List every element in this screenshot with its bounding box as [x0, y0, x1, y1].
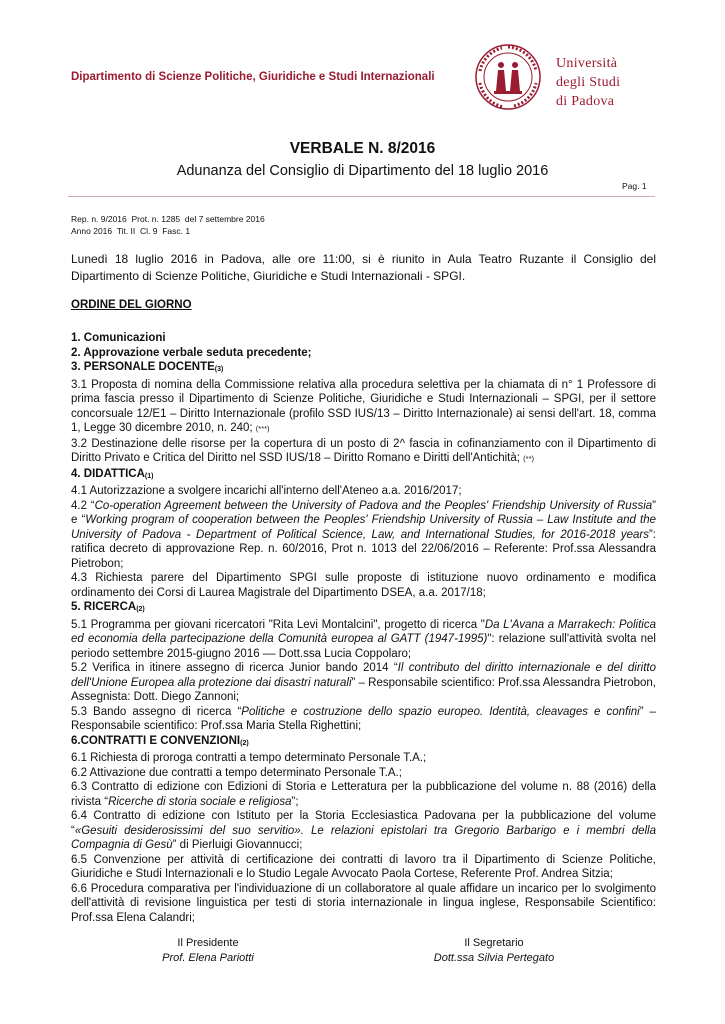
- university-line-3: di Padova: [556, 94, 615, 109]
- agenda-item-6-6: 6.6 Procedura comparativa per l'individuazione di un collaboratore al quale affidare un incarico per lo svolgimento dell'attività di revisione linguistica per testi di storia internazionale in lingua inglese, Responsabile Scientifico: Prof.ssa Elena Calandri;: [71, 882, 656, 924]
- intro-paragraph: Lunedì 18 luglio 2016 in Padova, alle ore 11:00, si è riunito in Aula Teatro Ruzante il Consiglio del Dipartimento di Scienze Politiche, Giuridiche e Studi Internazionali - SPGI.: [71, 252, 656, 283]
- protocol-line-1: Rep. n. 9/2016 Prot. n. 1285 del 7 settembre 2016: [71, 214, 265, 224]
- agenda-item-4-2: 4.2 “Co-operation Agreement between the University of Padova and the Peoples' Friendship University of Russia” e “Working program of cooperation between the Peoples' Friendship University of Russia – Law Institute and the University of Padova - Department of Political Science, Law, and International Studies, for 2016-2018 years”: ratifica decreto di approvazione Rep. n. 60/2016, Prot n. 1013 del 22/06/2016 – Referente: Prof.ssa Alessandra Pietrobon;: [71, 499, 656, 570]
- agenda-item-6-3: 6.3 Contratto di edizione con Edizioni di Storia e Letteratura per la pubblicazione del volume n. 88 (2016) della rivista “Ricerche di storia sociale e religiosa”;: [71, 781, 656, 808]
- document-subtitle: Adunanza del Consiglio di Dipartimento del 18 luglio 2016: [176, 163, 549, 179]
- secretary-role: Il Segretario: [464, 937, 524, 949]
- president-name: Prof. Elena Pariotti: [162, 952, 254, 964]
- header-divider: [68, 196, 655, 197]
- department-name: Dipartimento di Scienze Politiche, Giuridiche e Studi Internazionali: [71, 71, 435, 83]
- agenda-list: [71, 331, 656, 925]
- university-seal-icon: [474, 43, 542, 111]
- university-line-2: degli Studi: [556, 75, 621, 90]
- document-title: VERBALE N. 8/2016: [289, 140, 436, 157]
- university-logo-text: [556, 54, 620, 111]
- secretary-name: Dott.ssa Silvia Pertegato: [433, 952, 555, 964]
- agenda-heading-2: 2. Approvazione verbale seduta precedente;: [71, 346, 312, 359]
- protocol-block: [71, 213, 265, 237]
- protocol-line-2: Anno 2016 Tit. II Cl. 9 Fasc. 1: [71, 226, 191, 236]
- agenda-title: ORDINE DEL GIORNO: [71, 299, 192, 311]
- agenda-item-5-1: 5.1 Programma per giovani ricercatori "Rita Levi Montalcini", progetto di ricerca "Da L'Avana a Marrakech: Politica ed economia della partecipazione della Comunità europea al GATT (1947-1995)": relazione sull'attività svolta nel periodo settembre 2015-giugno 2016 –– Dott.ssa Lucia Coppolaro;: [71, 618, 656, 660]
- president-role: Il Presidente: [177, 937, 239, 949]
- page-number: Pag. 1: [622, 181, 647, 191]
- university-line-1: Università: [556, 56, 618, 71]
- agenda-item-6-2: 6.2 Attivazione due contratti a tempo determinato Personale T.A.;: [71, 766, 402, 779]
- agenda-item-3-1: 3.1 Proposta di nomina della Commissione relativa alla procedura selettiva per la chiamata di n° 1 Professore di prima fascia presso il Dipartimento di Scienze Politiche, Giuridiche e Studi Internazionali – SPGI, per il settore concorsuale 12/E1 – Diritto Internazionale (profilo SSD IUS/13 – Diritto Internazionale) ai sensi dell'art. 18, comma 1, Legge 30 dicembre 2010, n. 240; (***): [71, 378, 656, 434]
- president-signature: [108, 936, 308, 966]
- agenda-item-3-2: 3.2 Destinazione delle risorse per la copertura di un posto di 2^ fascia in cofinanziamento con il Dipartimento di Diritto Privato e Critica del Diritto nel SSD IUS/18 – Diritto Romano e Diritti dell'Antichità; (**): [71, 437, 656, 464]
- agenda-item-6-4: 6.4 Contratto di edizione con Istituto per la Storia Ecclesiastica Padovana per la pubblicazione del volume “«Gesuiti desiderosissimi del suo servitio». Le relazioni epistolari tra Gregorio Barbarigo e i membri della Compagnia di Gesù” di Pierluigi Giovannucci;: [71, 810, 656, 851]
- agenda-item-6-1: 6.1 Richiesta di proroga contratti a tempo determinato Personale T.A.;: [71, 752, 427, 764]
- agenda-heading-3: 3. PERSONALE $DOCENTE_{(3)}$: [71, 361, 224, 373]
- agenda-item-4-3: 4.3 Richiesta parere del Dipartimento SPGI sulle proposte di istituzione nuovo ordinamento e modifica ordinamento dei Corsi di Laurea Magistrale del Dipartimento DSEA, a.a. 2017/18;: [71, 572, 656, 599]
- agenda-heading-4: 4. $DIDATTICA_{(1)}$: [71, 467, 154, 480]
- agenda-item-5-2: 5.2 Verifica in itinere assegno di ricerca Junior bando 2014 “Il contributo del diritto internazionale e del diritto dell'Unione Europea alla protezione dai disastri naturali” – Responsabile scientifico: Prof.ssa Alessandra Pietrobon, Assegnista: Dott. Diego Zannoni;: [71, 662, 656, 703]
- agenda-heading-5: 5. $RICERCA_{(2)}$: [71, 601, 145, 613]
- agenda-item-4-1: 4.1 Autorizzazione a svolgere incarichi all'interno dell'Ateneo a.a. 2016/2017;: [71, 485, 462, 497]
- secretary-signature: [394, 936, 594, 966]
- agenda-heading-1: 1. Comunicazioni: [71, 332, 166, 344]
- agenda-item-6-5: 6.5 Convenzione per attività di certificazione dei contratti di lavoro tra il Dipartimento di Scienze Politiche, Giuridiche e Studi Internazionali e lo Studio Legale Avvocato Paola Cortese, Referente Prof. Andrea Sitzia;: [71, 853, 656, 880]
- agenda-item-5-3: 5.3 Bando assegno di ricerca “Politiche e costruzione dello spazio europeo. Identità, cleavages e confini” – Responsabile scientifico: Prof.ssa Maria Stella Righettini;: [71, 705, 656, 732]
- agenda-heading-6: 6.CONTRATTI E $CONVENZIONI_{(2)}$: [71, 734, 249, 747]
